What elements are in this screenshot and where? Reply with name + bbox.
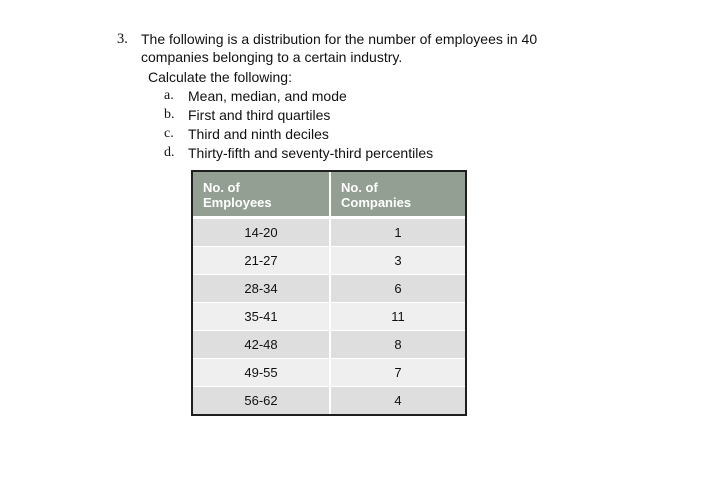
employees-cell: 21-27 (193, 246, 329, 274)
sub-question-d (117, 144, 677, 163)
companies-cell: 8 (329, 330, 465, 358)
statement-line-1: The following is a distribution for the number of employees in 40 (141, 31, 538, 47)
sub-question-letter: a. (164, 88, 174, 103)
frequency-table (191, 170, 467, 416)
instruction-text: Calculate the following: (148, 69, 292, 85)
employees-cell: 56-62 (193, 386, 329, 414)
companies-cell: 1 (329, 216, 465, 246)
problem-statement (117, 30, 677, 163)
sub-question-letter: c. (164, 126, 174, 141)
table-row (193, 274, 465, 302)
companies-cell: 4 (329, 386, 465, 414)
question-line (117, 30, 677, 66)
companies-cell: 3 (329, 246, 465, 274)
table-row (193, 330, 465, 358)
sub-question-letter: d. (164, 145, 175, 160)
statement-line-2: companies belonging to a certain industry. (141, 49, 403, 65)
question-number: 3. (117, 31, 128, 47)
companies-cell: 6 (329, 274, 465, 302)
sub-question-b (117, 106, 677, 125)
employees-cell: 49-55 (193, 358, 329, 386)
table-header-row (193, 172, 465, 216)
table-row (193, 386, 465, 414)
table-row (193, 358, 465, 386)
header-companies (329, 172, 465, 216)
sub-question-letter: b. (164, 107, 175, 122)
table-row (193, 216, 465, 246)
header-companies-line2: Companies (341, 195, 412, 210)
header-employees-line2: Employees (203, 195, 272, 210)
employees-cell: 14-20 (193, 216, 329, 246)
table-row (193, 246, 465, 274)
companies-cell: 7 (329, 358, 465, 386)
companies-cell: 11 (329, 302, 465, 330)
employees-cell: 35-41 (193, 302, 329, 330)
sub-question-text: Third and ninth deciles (188, 126, 329, 142)
header-employees (193, 172, 329, 216)
header-companies-line1: No. of (341, 180, 378, 195)
table-row (193, 302, 465, 330)
employees-cell: 42-48 (193, 330, 329, 358)
header-employees-line1: No. of (203, 180, 240, 195)
sub-question-a (117, 87, 677, 106)
sub-question-text: First and third quartiles (188, 107, 331, 123)
sub-question-list (117, 87, 677, 163)
sub-question-c (117, 125, 677, 144)
employees-cell: 28-34 (193, 274, 329, 302)
sub-question-text: Thirty-fifth and seventy-third percentiles (188, 145, 434, 161)
sub-question-text: Mean, median, and mode (188, 88, 347, 104)
